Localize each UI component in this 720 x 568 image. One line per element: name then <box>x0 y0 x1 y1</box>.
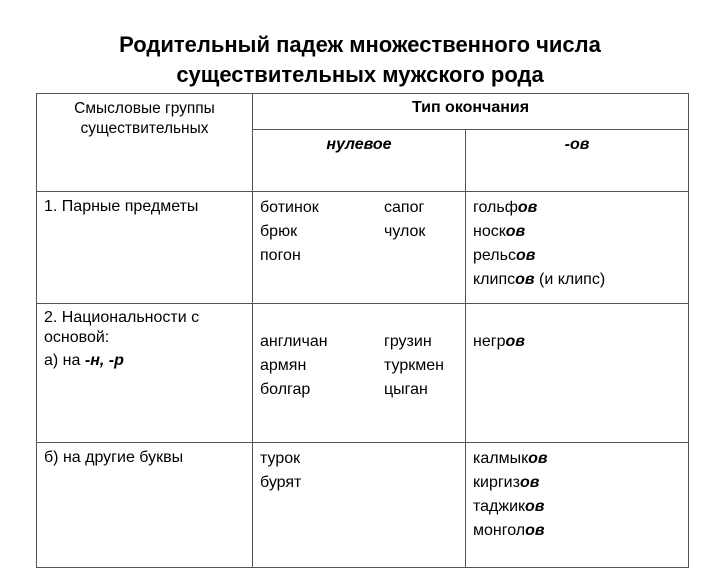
word: турок <box>260 450 301 467</box>
group-endings: -н, -р <box>84 352 124 369</box>
page-title <box>0 30 720 90</box>
header-ov-label: -ов <box>564 136 590 153</box>
word: туркмен <box>384 357 444 374</box>
word: грузин <box>384 333 432 350</box>
word-ending: ов <box>505 223 526 240</box>
word-ending: ов <box>528 450 548 467</box>
ov-word <box>473 447 688 471</box>
zero-cell <box>253 192 466 304</box>
word-ending: ов <box>515 271 535 288</box>
header-groups-line-2: существительных <box>80 120 209 137</box>
word-stem: клипс <box>473 271 516 288</box>
word-pair <box>260 354 465 378</box>
group-label: 1. Парные предметы <box>44 198 199 215</box>
word-pair <box>260 330 465 354</box>
header-ending-type <box>253 94 689 130</box>
header-ov <box>466 130 689 192</box>
word-stem: гольф <box>473 199 518 216</box>
ov-cell <box>466 304 689 443</box>
ov-word <box>473 471 688 495</box>
word-ending: ов <box>505 333 525 350</box>
group-prefix: а) на <box>44 352 85 369</box>
header-groups-line-1: Смысловые группы <box>74 100 215 117</box>
ov-word <box>473 220 688 244</box>
word-stem: носк <box>473 223 506 240</box>
word: цыган <box>384 381 428 398</box>
group-cell <box>37 443 253 568</box>
word-stem: монгол <box>473 522 526 539</box>
word-note: (и клипс) <box>534 271 606 288</box>
ov-word <box>473 330 688 354</box>
table-row <box>37 304 689 443</box>
word: брюк <box>260 223 298 240</box>
group-cell <box>37 304 253 443</box>
ov-word <box>473 244 688 268</box>
ov-cell <box>466 443 689 568</box>
word: армян <box>260 357 307 374</box>
word-pair <box>260 244 465 268</box>
word-ending: ов <box>515 247 536 264</box>
word-pair <box>260 196 465 220</box>
header-zero <box>253 130 466 192</box>
ov-cell <box>466 192 689 304</box>
word-stem: киргиз <box>473 474 520 491</box>
word-stem: таджик <box>473 498 526 515</box>
table-row <box>37 443 689 568</box>
header-row <box>37 94 689 130</box>
header-ending-type-label: Тип окончания <box>411 99 530 116</box>
word: англичан <box>260 333 328 350</box>
word: сапог <box>384 199 425 216</box>
title-line-1: Родительный падеж множественного числа <box>119 32 601 57</box>
ov-word <box>473 495 688 519</box>
zero-cell <box>253 443 466 568</box>
title-line-2: существительных мужского рода <box>176 62 544 87</box>
group-cell <box>37 192 253 304</box>
word-pair <box>260 378 465 402</box>
word: болгар <box>260 381 311 398</box>
header-zero-label: нулевое <box>326 136 392 153</box>
zero-cell <box>253 304 466 443</box>
word-ending: ов <box>519 474 540 491</box>
word: ботинок <box>260 199 319 216</box>
word: бурят <box>260 474 302 491</box>
word: погон <box>260 247 301 264</box>
group-label-line-2: основой: <box>44 329 110 346</box>
word-ending: ов <box>517 199 538 216</box>
word-ending: ов <box>525 522 545 539</box>
word-stem: негр <box>473 333 506 350</box>
ov-word <box>473 268 688 292</box>
header-groups-cell <box>37 94 253 192</box>
group-label-line-3 <box>44 348 252 374</box>
ov-word <box>473 519 688 543</box>
word-pair <box>260 220 465 244</box>
table-row <box>37 192 689 304</box>
word: чулок <box>384 223 426 240</box>
ov-word <box>473 196 688 220</box>
grammar-table <box>36 93 689 568</box>
group-label-line-1: 2. Национальности с <box>44 309 200 326</box>
word-stem: рельс <box>473 247 516 264</box>
word-stem: калмык <box>473 450 529 467</box>
group-label: б) на другие буквы <box>44 449 184 466</box>
word-ending: ов <box>525 498 545 515</box>
